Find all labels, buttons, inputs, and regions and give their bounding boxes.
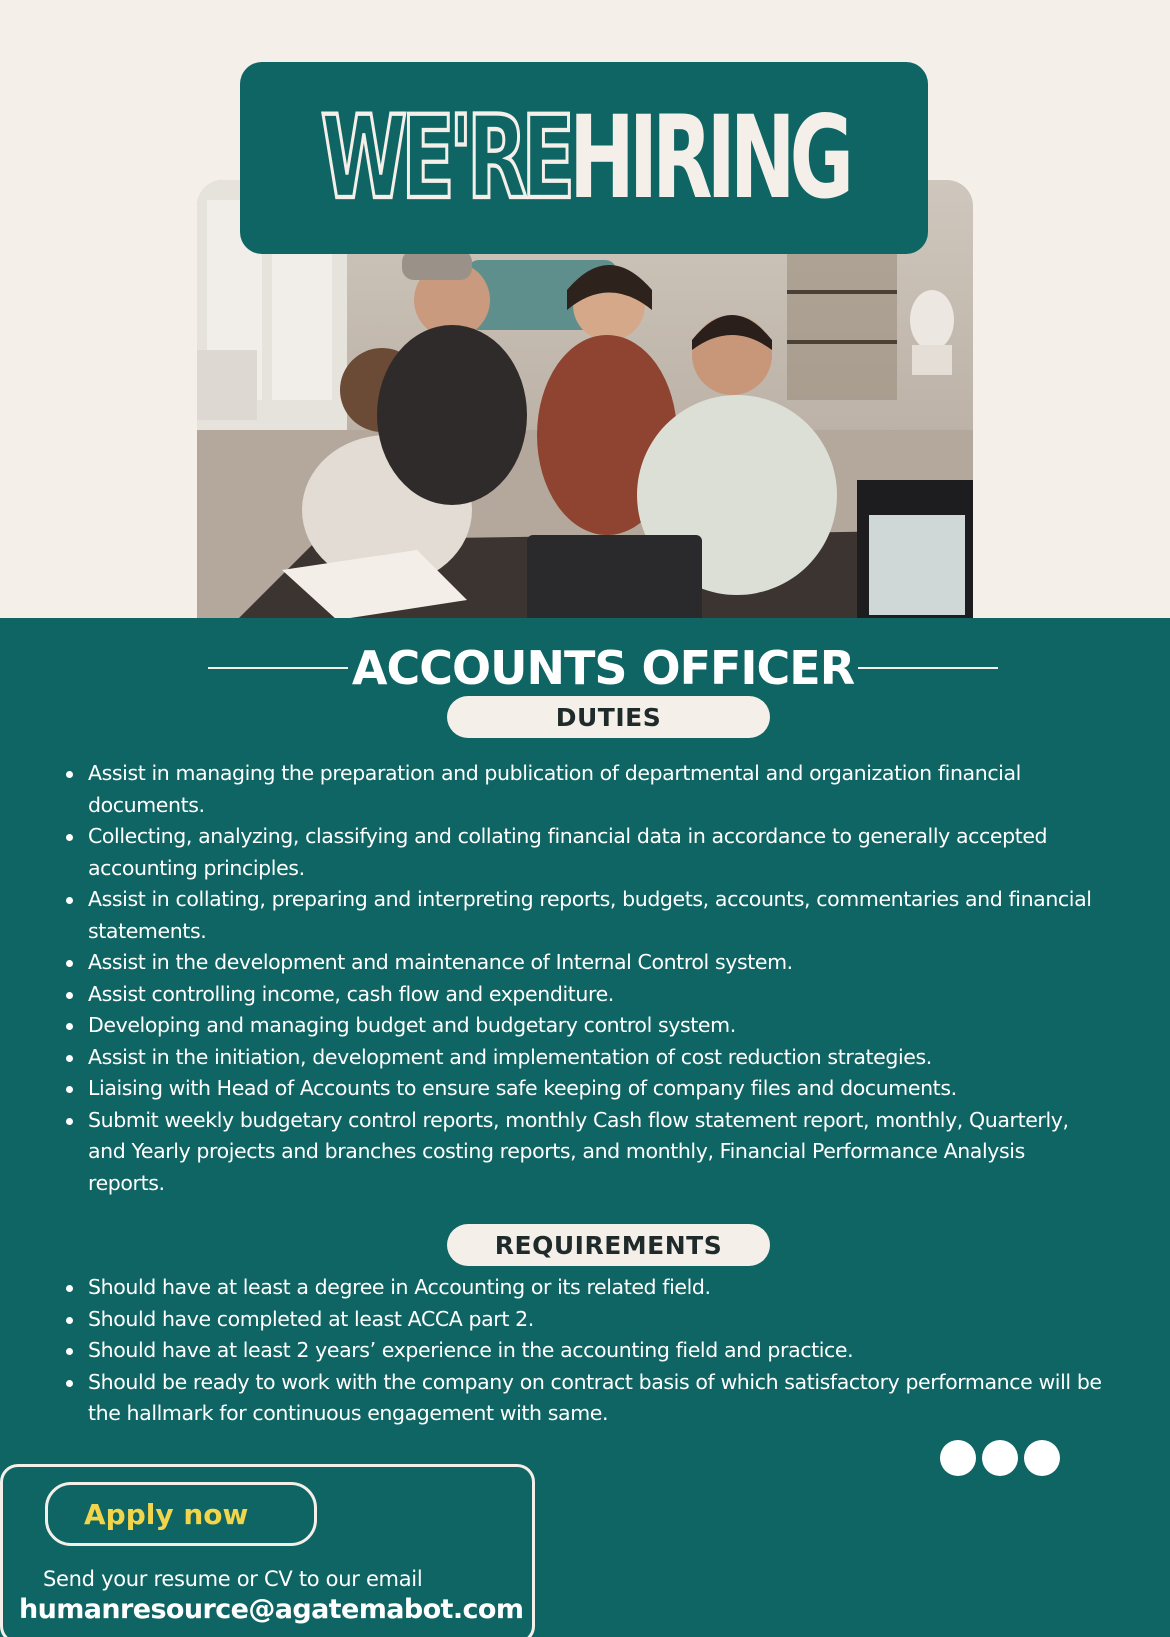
duty-item: Assist controlling income, cash flow and expenditure. (64, 979, 1104, 1011)
requirement-item: Should be ready to work with the company on contract basis of which satisfactory performance will be the hallmark for continuous engagement with same. (64, 1367, 1104, 1430)
contact-email[interactable]: humanresource@agatemabot.com (19, 1594, 524, 1625)
duty-item: Assist in the development and maintenance of Internal Control system. (64, 947, 1104, 979)
duty-item: Developing and managing budget and budgetary control system. (64, 1010, 1104, 1042)
job-title: ACCOUNTS OFFICER (351, 641, 855, 695)
duties-heading: DUTIES (447, 696, 770, 738)
duty-item: Assist in collating, preparing and interpreting reports, budgets, accounts, commentaries and financial statements. (64, 884, 1104, 947)
dot-icon (982, 1440, 1018, 1476)
job-details-section (0, 618, 1170, 1637)
duty-item: Submit weekly budgetary control reports, monthly Cash flow statement report, monthly, Quarterly, and Yearly projects and branches costing reports, and monthly, Financial Performance Analysis reports. (64, 1105, 1104, 1200)
decorative-dots (940, 1440, 1060, 1476)
apply-box (0, 1464, 535, 1637)
dot-icon (1024, 1440, 1060, 1476)
duty-item: Assist in managing the preparation and publication of departmental and organization financial documents. (64, 758, 1104, 821)
duty-item: Liaising with Head of Accounts to ensure safe keeping of company files and documents. (64, 1073, 1104, 1105)
duties-list (64, 758, 1104, 1199)
duty-item: Assist in the initiation, development and implementation of cost reduction strategies. (64, 1042, 1104, 1074)
requirement-item: Should have at least a degree in Accounting or its related field. (64, 1272, 1104, 1304)
requirement-item: Should have at least 2 years’ experience in the accounting field and practice. (64, 1335, 1104, 1367)
job-title-row (208, 640, 998, 696)
apply-instruction: Send your resume or CV to our email (43, 1567, 423, 1591)
title-rule-right (858, 667, 998, 669)
title-rule-left (208, 667, 348, 669)
headline-outline-text: WE'RE (320, 91, 569, 224)
duty-item: Collecting, analyzing, classifying and collating financial data in accordance to generally accepted accounting principles. (64, 821, 1104, 884)
apply-now-button[interactable]: Apply now (45, 1482, 317, 1546)
requirements-heading: REQUIREMENTS (447, 1224, 770, 1266)
requirements-list (64, 1272, 1104, 1430)
hiring-banner (240, 62, 928, 254)
headline-solid-text: HIRING (568, 91, 848, 224)
dot-icon (940, 1440, 976, 1476)
hiring-headline (320, 91, 848, 224)
requirement-item: Should have completed at least ACCA part 2. (64, 1304, 1104, 1336)
